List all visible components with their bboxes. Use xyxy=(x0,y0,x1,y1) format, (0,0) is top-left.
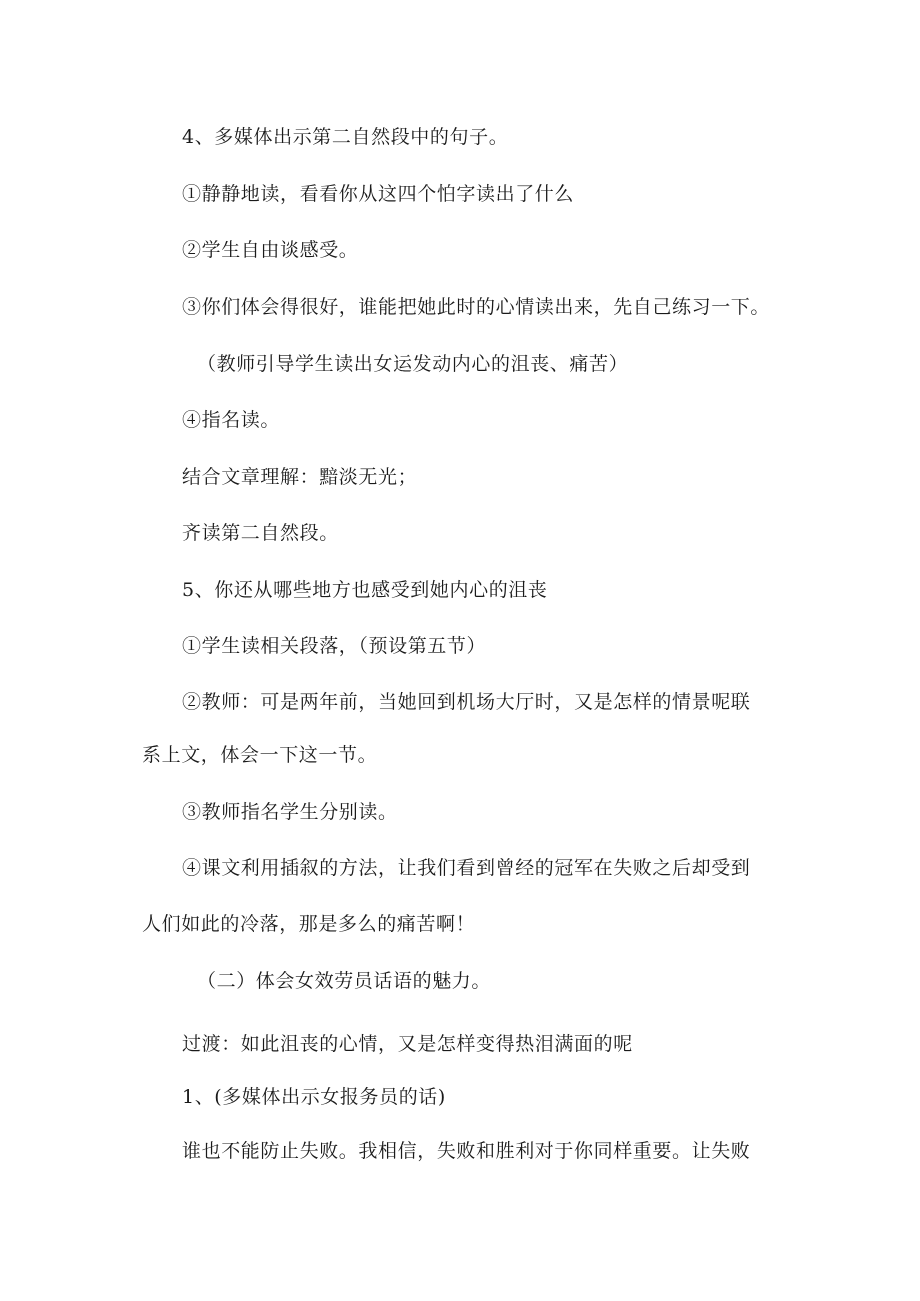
text-line: 结合文章理解：黯淡无光； xyxy=(182,466,418,488)
text-line: ①学生读相关段落，（预设第五节） xyxy=(182,635,487,657)
text-line: 齐读第二自然段。 xyxy=(182,522,339,544)
text-line: ④指名读。 xyxy=(182,409,281,431)
text-line: ②教师：可是两年前，当她回到机场大厅时，又是怎样的情景呢联 xyxy=(182,691,751,713)
text-line: 1、(多媒体出示女报务员的话) xyxy=(182,1086,446,1108)
text-line: ④课文利用插叙的方法，让我们看到曾经的冠军在失败之后却受到 xyxy=(182,857,751,879)
text-line: ②学生自由谈感受。 xyxy=(182,239,359,261)
text-line: 谁也不能防止失败。我相信，失败和胜利对于你同样重要。让失败 xyxy=(182,1140,751,1162)
text-line: 系上文，体会一下这一节。 xyxy=(142,744,378,766)
text-line: 4、多媒体出示第二自然段中的句子。 xyxy=(182,126,509,148)
text-line: （教师引导学生读出女运发动内心的沮丧、痛苦） xyxy=(197,353,629,375)
text-line: （二）体会女效劳员话语的魅力。 xyxy=(197,970,492,992)
text-line: ③你们体会得很好，谁能把她此时的心情读出来，先自己练习一下。 xyxy=(182,296,771,318)
text-line: 5、你还从哪些地方也感受到她内心的沮丧 xyxy=(182,579,548,601)
text-line: 人们如此的冷落，那是多么的痛苦啊！ xyxy=(142,913,476,935)
text-line: ③教师指名学生分别读。 xyxy=(182,801,398,823)
text-line: 过渡：如此沮丧的心情，又是怎样变得热泪满面的呢 xyxy=(182,1033,633,1055)
text-line: ①静静地读，看看你从这四个怕字读出了什么 xyxy=(182,183,575,205)
